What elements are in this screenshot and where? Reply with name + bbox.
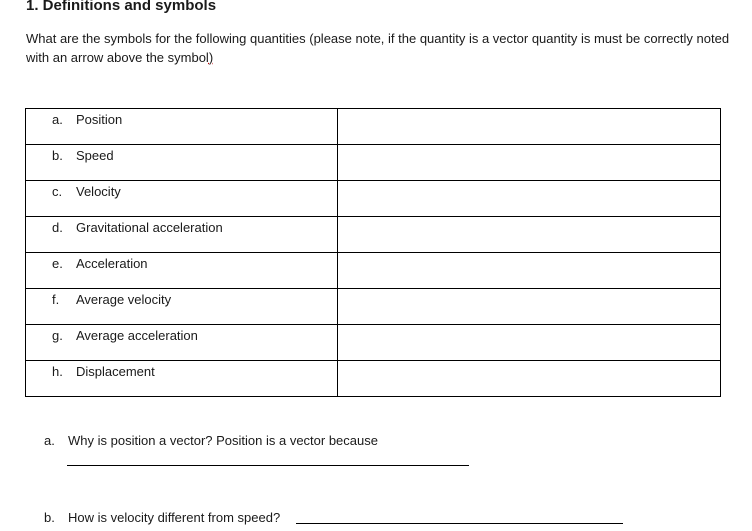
quantity-label: Average acceleration xyxy=(76,328,198,343)
table-row xyxy=(26,217,721,253)
symbol-answer-cell[interactable] xyxy=(338,145,721,181)
row-letter: c. xyxy=(52,184,63,199)
symbol-answer-cell[interactable] xyxy=(338,253,721,289)
quantity-cell xyxy=(26,145,338,181)
quantity-cell xyxy=(26,217,338,253)
row-letter: g. xyxy=(52,328,63,343)
quantity-label: Acceleration xyxy=(76,256,148,271)
instructions-suffix: ) xyxy=(208,50,214,65)
symbol-answer-cell[interactable] xyxy=(338,109,721,145)
symbol-answer-cell[interactable] xyxy=(338,289,721,325)
quantity-label: Displacement xyxy=(76,364,155,379)
quantity-cell xyxy=(26,325,338,361)
question-text: Why is position a vector? Position is a vector because xyxy=(68,433,378,448)
quantity-label: Position xyxy=(76,112,123,127)
table-row xyxy=(26,145,721,181)
symbol-answer-cell[interactable] xyxy=(338,181,721,217)
table-row xyxy=(26,361,721,397)
symbol-table xyxy=(25,108,721,397)
instructions-paragraph xyxy=(26,29,738,67)
quantity-label: Average velocity xyxy=(76,292,172,307)
row-letter: b. xyxy=(52,148,63,163)
quantity-label: Speed xyxy=(76,148,114,163)
symbol-answer-cell[interactable] xyxy=(338,325,721,361)
quantity-cell xyxy=(26,253,338,289)
section-title: 1. Definitions and symbols xyxy=(26,0,217,14)
row-letter: a. xyxy=(52,112,63,127)
answer-line-a[interactable] xyxy=(67,465,469,466)
quantity-label: Gravitational acceleration xyxy=(76,220,223,235)
row-letter: e. xyxy=(52,256,63,271)
table-row xyxy=(26,181,721,217)
table-row xyxy=(26,325,721,361)
table-row xyxy=(26,253,721,289)
table-row xyxy=(26,289,721,325)
symbol-answer-cell[interactable] xyxy=(338,361,721,397)
question-text: How is velocity different from speed? xyxy=(68,510,281,525)
symbol-answer-cell[interactable] xyxy=(338,217,721,253)
row-letter: d. xyxy=(52,220,63,235)
table-row xyxy=(26,109,721,145)
quantity-cell xyxy=(26,181,338,217)
quantity-cell xyxy=(26,109,338,145)
quantity-label: Velocity xyxy=(76,184,121,199)
row-letter: f. xyxy=(52,292,60,307)
quantity-cell xyxy=(26,361,338,397)
answer-line-b[interactable] xyxy=(296,523,623,524)
instructions-text: What are the symbols for the following quantities (please note, if the quantity is a vector quantity is must be correctly noted with an arrow above the symbol xyxy=(26,31,730,65)
quantity-cell xyxy=(26,289,338,325)
row-letter: h. xyxy=(52,364,63,379)
question-letter: b. xyxy=(44,510,55,525)
question-letter: a. xyxy=(44,433,55,448)
